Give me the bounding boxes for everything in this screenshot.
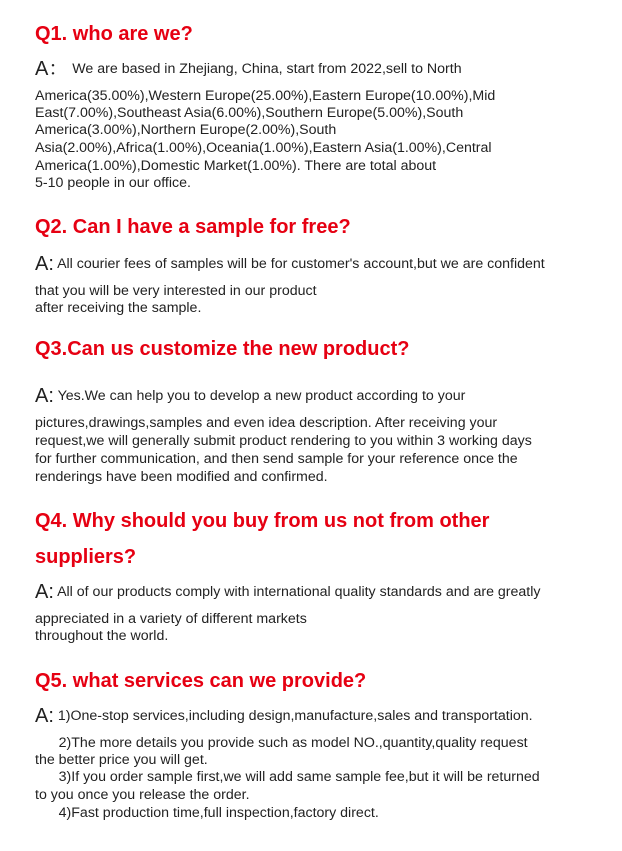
answer-label: A: [35, 581, 54, 603]
faq-answer-2-line: after receiving the sample. [35, 300, 202, 316]
faq-answer-1-line: Asia(2.00%),Africa(1.00%),Oceania(1.00%),Eastern Asia(1.00%),Central [35, 140, 492, 156]
faq-answer-3-line: for further communication, and then send sample for your reference once the [35, 451, 518, 467]
answer-text: We are based in Zhejiang, China, start from 2022,sell to North [68, 61, 462, 77]
faq-answer-5-line: the better price you will get. [35, 752, 208, 768]
faq-question-1: Q1. who are we? [35, 23, 193, 45]
faq-question-4: Q4. Why should you buy from us not from other [35, 510, 490, 532]
answer-label: A: [35, 253, 54, 275]
faq-answer-1-line: East(7.00%),Southeast Asia(6.00%),Southern Europe(5.00%),South [35, 105, 464, 121]
answer-text: Yes.We can help you to develop a new product according to your [53, 388, 466, 404]
faq-answer-1-line: America(35.00%),Western Europe(25.00%),Eastern Europe(10.00%),Mid [35, 88, 496, 104]
answer-label: A: [35, 705, 54, 727]
faq-answer-1-line: America(1.00%),Domestic Market(1.00%). There are total about [35, 158, 437, 174]
faq-answer-5-line: to you once you release the order. [35, 787, 250, 803]
faq-question-2: Q2. Can I have a sample for free? [35, 216, 351, 238]
faq-answer-3-line: renderings have been modified and confirmed. [35, 469, 328, 485]
faq-answer-5-first-line [35, 705, 533, 727]
faq-answer-2-first-line [35, 253, 545, 275]
faq-answer-4-line: throughout the world. [35, 628, 169, 644]
answer-label: A: [35, 385, 54, 407]
faq-answer-5-line: 4)Fast production time,full inspection,factory direct. [35, 805, 379, 821]
faq-answer-1-line: 5-10 people in our office. [35, 175, 191, 191]
faq-answer-5-line: 2)The more details you provide such as model NO.,quantity,quality request [35, 735, 528, 751]
faq-answer-3-first-line [35, 385, 466, 407]
answer-text: All courier fees of samples will be for customer's account,but we are confident [53, 256, 545, 272]
faq-answer-3-line: request,we will generally submit product rendering to you within 3 working days [35, 433, 532, 449]
answer-text: All of our products comply with international quality standards and are greatly [53, 584, 541, 600]
faq-question-4-continued: suppliers? [35, 546, 137, 568]
faq-question-5: Q5. what services can we provide? [35, 670, 367, 692]
faq-answer-4-line: appreciated in a variety of different markets [35, 611, 307, 627]
answer-label: A： [35, 58, 69, 80]
faq-question-3: Q3.Can us customize the new product? [35, 338, 410, 360]
faq-answer-2-line: that you will be very interested in our product [35, 283, 317, 299]
faq-answer-1-first-line [35, 58, 462, 80]
faq-answer-4-first-line [35, 581, 541, 603]
faq-answer-3-line: pictures,drawings,samples and even idea description. After receiving your [35, 415, 498, 431]
faq-answer-1-line: America(3.00%),Northern Europe(2.00%),South [35, 122, 337, 138]
faq-answer-5-line: 3)If you order sample first,we will add same sample fee,but it will be returned [35, 769, 540, 785]
answer-text: 1)One-stop services,including design,manufacture,sales and transportation. [53, 708, 533, 724]
